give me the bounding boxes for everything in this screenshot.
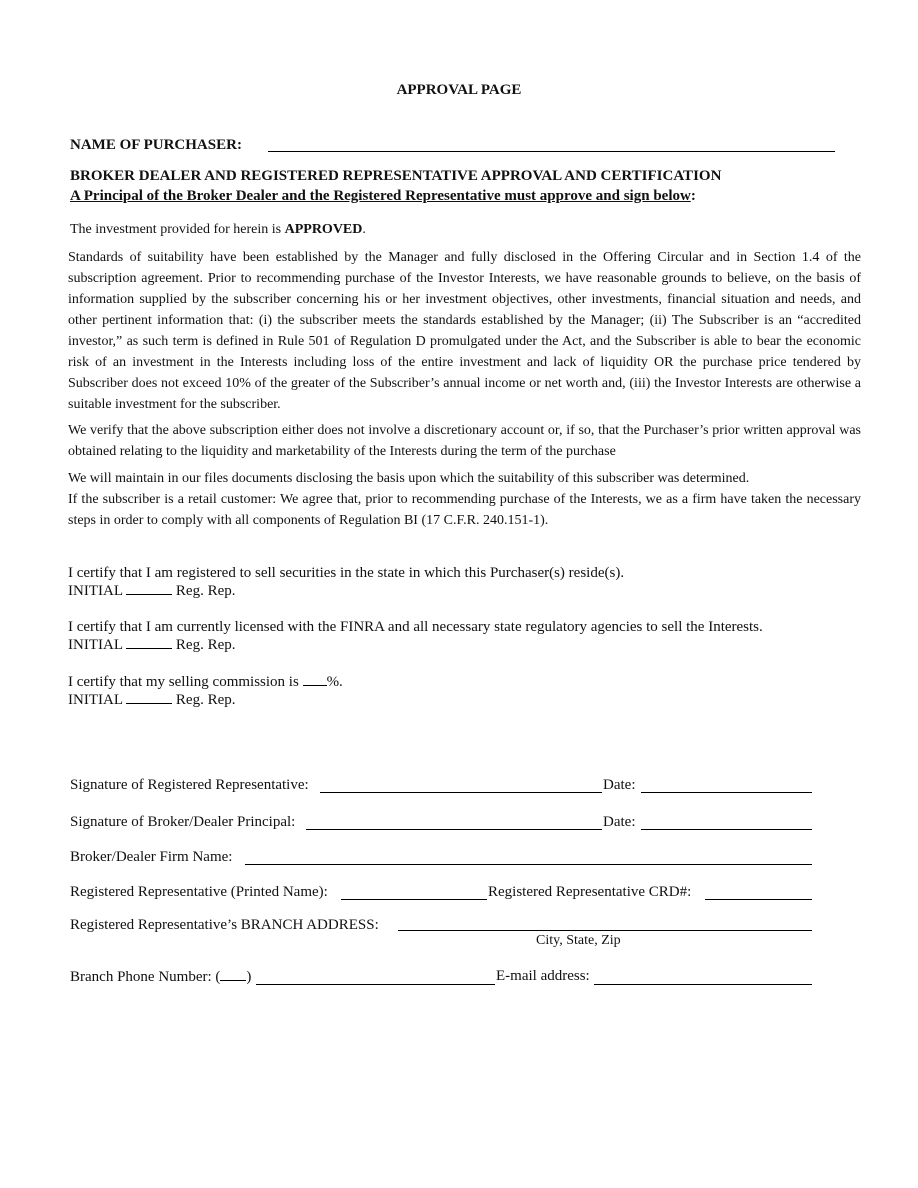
section-subheading: A Principal of the Broker Dealer and the Registered Representative must approve and sign below: (70, 188, 696, 204)
address-hint: City, State, Zip (536, 933, 621, 948)
email-label: E-mail address: (496, 968, 590, 984)
principal-date-label: Date: (603, 814, 636, 830)
approved-emphasis: APPROVED (284, 222, 363, 237)
discretionary-paragraph: We verify that the above subscription either does not involve a discretionary account or, if so, that the Purchaser’s prior written approval was obtained relating to the liquidity and marketability of the Interests during the term of the purchase (68, 423, 861, 459)
certification-commission: I certify that my selling commission is %. INITIAL Reg. Rep. (68, 674, 343, 708)
branch-phone-field[interactable] (256, 984, 495, 985)
commission-percent-field[interactable] (303, 673, 327, 686)
branch-address-label: Registered Representative’s BRANCH ADDRESS: (70, 917, 379, 933)
rep-crd-label: Registered Representative CRD#: (488, 884, 692, 900)
records-paragraph: We will maintain in our files documents disclosing the basis upon which the suitability of this subscriber was determined. (68, 471, 750, 486)
principal-signature-label: Signature of Broker/Dealer Principal: (70, 814, 296, 830)
rep-crd-field[interactable] (705, 899, 812, 900)
rep-date-field[interactable] (641, 792, 812, 793)
initial-field[interactable] (126, 582, 172, 595)
rep-printed-name-field[interactable] (341, 899, 487, 900)
page-title: APPROVAL PAGE (396, 82, 522, 98)
branch-phone-label: Branch Phone Number: ( ) (70, 969, 252, 985)
rep-printed-name-label: Registered Representative (Printed Name): (70, 884, 328, 900)
initial-field[interactable] (126, 636, 172, 649)
approval-statement: The investment provided for herein is APPROVED. (70, 222, 366, 237)
email-field[interactable] (594, 984, 812, 985)
rep-date-label: Date: (603, 777, 636, 793)
certification-licensed: I certify that I am currently licensed with the FINRA and all necessary state regulatory agencies to sell the Interests. INITIAL Reg. Rep. (68, 619, 763, 653)
purchaser-label: NAME OF PURCHASER: (70, 137, 242, 153)
suitability-paragraph: Standards of suitability have been established by the Manager and fully disclosed in the Offering Circular and in Section 1.4 of the subscription agreement. Prior to recommending purchase of the Investor Interests, we have reasonable grounds to believe, on the basis of information supplied by the subscriber concerning his or her investment objectives, other investments, financial situation and needs, and other pertinent information that: (i) the subscriber meets the standards established by the Manager; (ii) The Subscriber is an “accredited investor,” as such term is defined in Rule 501 of Regulation D promulgated under the Act, and the Subscriber is able to bear the economic risk of an investment in the Interests including loss of the entire investment and lack of liquidity OR the purchase price tendered by Subscriber does not exceed 10% of the greater of the Subscriber’s annual income or net worth and, (iii) the Investor Interests are otherwise a suitable investment for the subscriber. (68, 250, 861, 412)
principal-signature-field[interactable] (306, 829, 602, 830)
purchaser-name-field[interactable] (268, 151, 835, 152)
firm-name-label: Broker/Dealer Firm Name: (70, 849, 233, 865)
firm-name-field[interactable] (245, 864, 812, 865)
certification-registered: I certify that I am registered to sell securities in the state in which this Purchaser(s) reside(s). INITIAL Reg. Rep. (68, 565, 625, 599)
regulation-bi-paragraph: If the subscriber is a retail customer: We agree that, prior to recommending purchase of the Interests, we as a firm have taken the necessary steps in order to comply with all components of Regulation BI (17 C.F.R. 240.151-1). (68, 492, 861, 528)
principal-date-field[interactable] (641, 829, 812, 830)
rep-signature-label: Signature of Registered Representative: (70, 777, 309, 793)
area-code-field[interactable] (220, 968, 246, 981)
branch-address-field[interactable] (398, 930, 812, 931)
section-heading: BROKER DEALER AND REGISTERED REPRESENTATIVE APPROVAL AND CERTIFICATION (70, 168, 722, 184)
initial-field[interactable] (126, 691, 172, 704)
rep-signature-field[interactable] (320, 792, 602, 793)
